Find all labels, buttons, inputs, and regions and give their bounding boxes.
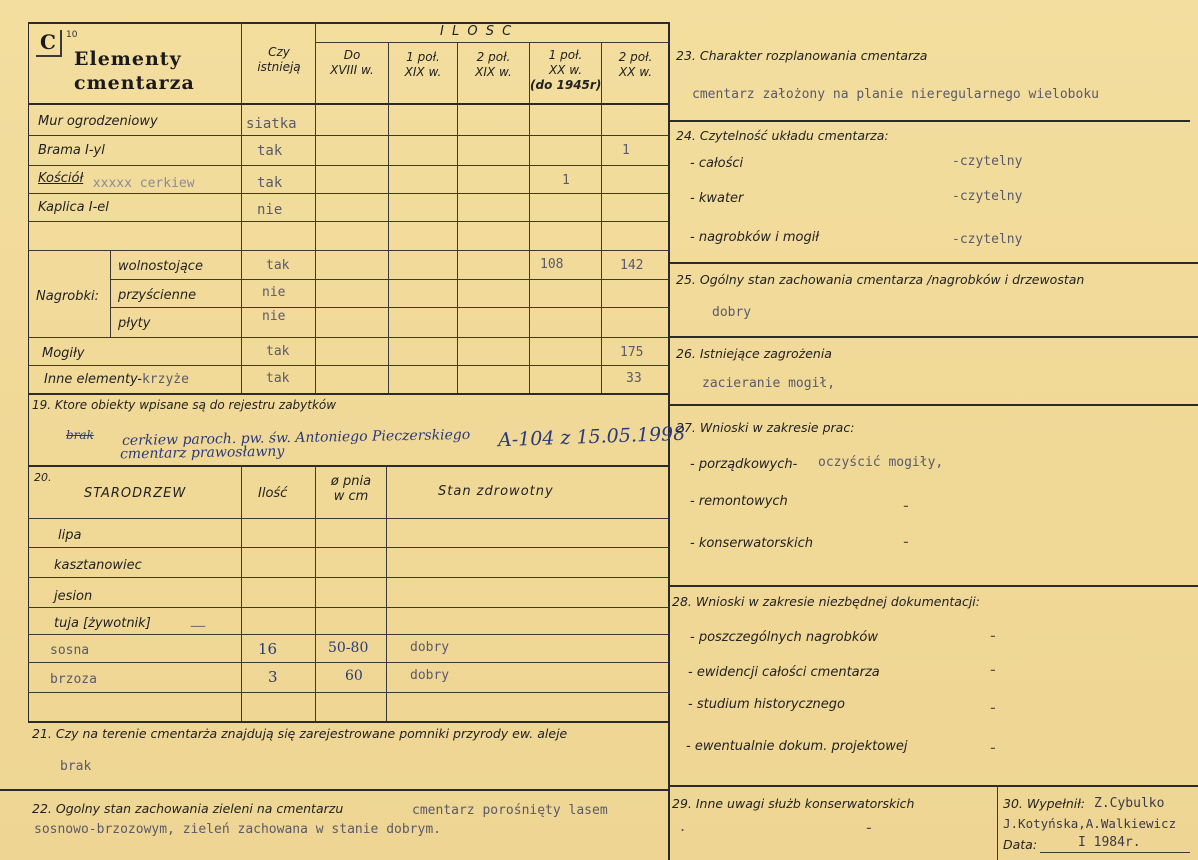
s19-register-number: A-104 z 15.05.1998 bbox=[497, 422, 686, 452]
row-line bbox=[28, 337, 669, 338]
s27-item-value: - bbox=[903, 496, 909, 515]
tree-line bbox=[28, 662, 669, 663]
ilosc-underline bbox=[315, 42, 669, 43]
tree-line bbox=[28, 692, 669, 693]
tree-pnia: 60 bbox=[345, 668, 363, 684]
tree-pnia: 50-80 bbox=[328, 640, 369, 656]
row-przysc-czy: nie bbox=[262, 285, 286, 300]
tree-line bbox=[28, 577, 669, 578]
s26-label: 26. Istniejące zagrożenia bbox=[676, 346, 832, 361]
row-plyty-label: płyty bbox=[118, 316, 151, 331]
row-line bbox=[28, 221, 669, 222]
tree-line bbox=[28, 634, 669, 635]
s24-item-value: -czytelny bbox=[952, 232, 1023, 247]
row-kosciol-extra: xxxxx cerkiew bbox=[92, 176, 195, 191]
s28-item-value: - bbox=[990, 738, 996, 757]
letter-bar bbox=[60, 30, 62, 57]
s30-data-label: Data: bbox=[1003, 837, 1038, 852]
title-line2: cmentarza bbox=[74, 72, 195, 94]
s25-label: 25. Ogólny stan zachowania cmentarza /nagrobków i drzewostan bbox=[676, 272, 1085, 287]
title-line1: Elementy bbox=[74, 48, 182, 70]
s25-value: dobry bbox=[712, 305, 752, 320]
s30-date: I 1984r. bbox=[1078, 835, 1141, 850]
tree-name: brzoza bbox=[50, 672, 97, 687]
s27-item-label: - konserwatorskich bbox=[690, 536, 813, 551]
s19-handwritten-1: cerkiew paroch. pw. św. Antoniego Pieczerskiego bbox=[121, 426, 471, 450]
header-bottom bbox=[28, 103, 669, 105]
row-inne-czy: tak bbox=[266, 371, 290, 386]
row-przysc-label: przyścienne bbox=[118, 288, 197, 303]
s21-value: brak bbox=[60, 759, 92, 774]
row-wolno-v4: 108 bbox=[540, 257, 564, 272]
s20-col-stan: Stan zdrowotny bbox=[438, 484, 554, 499]
s28-item-label: - poszczególnych nagrobków bbox=[690, 630, 878, 645]
s24-label: 24. Czytelność układu cmentarza: bbox=[676, 128, 889, 143]
col-4-left bbox=[529, 42, 530, 394]
row-mogily-czy: tak bbox=[266, 344, 290, 359]
s30-name1: Z.Cybulko bbox=[1094, 796, 1165, 811]
s22-label: 22. Ogolny stan zachowania zieleni na cmentarzu bbox=[32, 801, 344, 816]
s26-bottom bbox=[668, 404, 1198, 406]
s24-item-label: - nagrobków i mogił bbox=[690, 230, 820, 245]
s26-value: zacieranie mogił, bbox=[702, 376, 836, 391]
left-edge bbox=[28, 22, 29, 722]
tree-ilosc: 16 bbox=[258, 640, 278, 658]
tree-name: lipa bbox=[58, 528, 82, 543]
tree-stan: dobry bbox=[410, 640, 450, 655]
small-number: 10 bbox=[66, 30, 78, 40]
s25-bottom bbox=[668, 336, 1198, 338]
s24-item-value: -czytelny bbox=[952, 154, 1023, 169]
s28-item-label: - ewidencji całości cmentarza bbox=[688, 665, 880, 680]
s27-label: 27. Wnioski w zakresie prac: bbox=[676, 420, 855, 435]
s20-col-pnia: ø pnia w cm bbox=[330, 474, 372, 504]
s20-col3 bbox=[386, 465, 387, 721]
col-header-4: 1 poł. XX w. (do 1945r) bbox=[530, 48, 602, 92]
s27-item-value: oczyścić mogiły, bbox=[818, 455, 944, 470]
row-mur-czy: siatka bbox=[246, 116, 297, 132]
section-letter: C bbox=[40, 30, 57, 54]
s28-label: 28. Wnioski w zakresie niezbędnej dokumentacji: bbox=[672, 594, 980, 609]
tree-line bbox=[28, 547, 669, 548]
s28-item-label: - studium historycznego bbox=[688, 697, 845, 712]
s28-item-label: - ewentualnie dokum. projektowej bbox=[686, 739, 908, 754]
s24-item-value: -czytelny bbox=[952, 189, 1023, 204]
col-3-left bbox=[457, 42, 458, 394]
col-czy-left bbox=[241, 22, 242, 394]
s23-label: 23. Charakter rozplanowania cmentarza bbox=[676, 48, 928, 63]
row-kosciol-czy: tak bbox=[257, 175, 283, 191]
s19-label: 19. Ktore obiekty wpisane są do rejestru zabytków bbox=[32, 398, 337, 412]
row-line bbox=[28, 250, 669, 251]
s29-dash: - bbox=[866, 818, 872, 837]
s19-bottom bbox=[28, 465, 669, 467]
row-kosciol-v4: 1 bbox=[562, 173, 570, 188]
s23-value: cmentarz założony na planie nieregularnego wieloboku bbox=[692, 87, 1099, 102]
row-mur-label: Mur ogrodzeniowy bbox=[38, 114, 158, 129]
row-line bbox=[110, 307, 669, 308]
tree-name: sosna bbox=[50, 643, 90, 658]
s29-label: 29. Inne uwagi służb konserwatorskich bbox=[672, 796, 915, 811]
col-header-1: Do XVIII w. bbox=[330, 48, 374, 77]
s24-item-label: - całości bbox=[690, 156, 744, 171]
s20-number: 20. bbox=[34, 471, 52, 484]
s21-bottom bbox=[0, 789, 669, 791]
s27-item-label: - remontowych bbox=[690, 494, 788, 509]
row-nagrobki-label: Nagrobki: bbox=[36, 289, 100, 304]
row-brama-label: Brama I-yl bbox=[38, 143, 105, 158]
left-top-border bbox=[28, 22, 670, 24]
col-5-left bbox=[601, 42, 602, 394]
s28-item-value: - bbox=[990, 626, 996, 645]
row-wolno-label: wolnostojące bbox=[118, 259, 203, 274]
row-inne-v5: 33 bbox=[626, 371, 642, 386]
ilosc-header: I L O S C bbox=[440, 24, 514, 39]
row-line bbox=[110, 279, 669, 280]
row-line bbox=[28, 135, 669, 136]
s23-bottom bbox=[668, 120, 1190, 122]
tree-line bbox=[28, 607, 669, 608]
letter-underline bbox=[36, 55, 61, 57]
s28-item-value: - bbox=[990, 660, 996, 679]
row-kaplica-label: Kaplica I-el bbox=[38, 200, 109, 215]
row-brama-czy: tak bbox=[257, 143, 283, 159]
row-inne-label: Inne elementy-krzyże bbox=[44, 372, 189, 387]
col-2-left bbox=[388, 42, 389, 394]
col-czy-header: Czy istnieją bbox=[257, 45, 301, 74]
row-brama-v5: 1 bbox=[622, 143, 630, 158]
col-header-5: 2 poł. XX w. bbox=[618, 50, 653, 79]
s24-bottom bbox=[668, 262, 1198, 264]
s30-date-underline bbox=[1040, 852, 1190, 853]
col-header-2: 1 poł. XIX w. bbox=[404, 50, 442, 79]
row-line bbox=[28, 365, 669, 366]
s20-col-ilosc: Ilość bbox=[258, 486, 288, 501]
s20-col1 bbox=[241, 465, 242, 721]
nagrobki-divider bbox=[110, 250, 111, 337]
row-plyty-czy: nie bbox=[262, 309, 286, 324]
s27-bottom bbox=[668, 585, 1198, 587]
col-header-3: 2 poł. XIX w. bbox=[475, 50, 512, 79]
s20-bottom bbox=[28, 721, 669, 723]
s24-item-label: - kwater bbox=[690, 191, 744, 206]
s21-label: 21. Czy na terenie cmentarża znajdują się zarejestrowane pomniki przyrody ew. aleje bbox=[32, 726, 568, 741]
tree-name: jesion bbox=[54, 589, 93, 604]
tree-stan: dobry bbox=[410, 668, 450, 683]
tree-name: tuja [żywotnik] bbox=[54, 616, 151, 631]
row-kosciol-label: Kościół bbox=[38, 171, 84, 186]
s27-item-label: - porządkowych- bbox=[690, 457, 798, 472]
s28-item-value: - bbox=[990, 698, 996, 717]
s29-dot: . bbox=[680, 816, 686, 835]
s30-label: 30. Wypełnił: bbox=[1003, 796, 1086, 811]
s19-brak: brak bbox=[66, 428, 94, 442]
s28-bottom bbox=[668, 785, 1198, 787]
tree-ilosc: 3 bbox=[268, 668, 278, 686]
row-line bbox=[28, 165, 669, 166]
tuja-dash: — bbox=[190, 616, 206, 635]
row-mogily-v5: 175 bbox=[620, 345, 644, 360]
s29-s30-divider bbox=[997, 785, 998, 860]
row-wolno-v5: 142 bbox=[620, 258, 644, 273]
row-line bbox=[28, 193, 669, 194]
s30-name2: J.Kotyńska,A.Walkiewicz bbox=[1003, 816, 1177, 831]
table-bottom bbox=[28, 393, 669, 395]
s22-value2: sosnowo-brzozowym, zieleń zachowana w stanie dobrym. bbox=[34, 822, 441, 837]
s27-item-value: - bbox=[903, 532, 909, 551]
s20-title: STARODRZEW bbox=[84, 486, 187, 501]
row-wolno-czy: tak bbox=[266, 258, 290, 273]
row-mogily-label: Mogiły bbox=[42, 346, 85, 361]
s22-value1: cmentarz porośnięty lasem bbox=[412, 803, 608, 818]
tree-name: kasztanowiec bbox=[54, 558, 142, 573]
s19-handwritten-2: cmentarz prawosławny bbox=[119, 443, 285, 463]
s20-header-bottom bbox=[28, 518, 669, 519]
row-kaplica-czy: nie bbox=[257, 202, 283, 218]
